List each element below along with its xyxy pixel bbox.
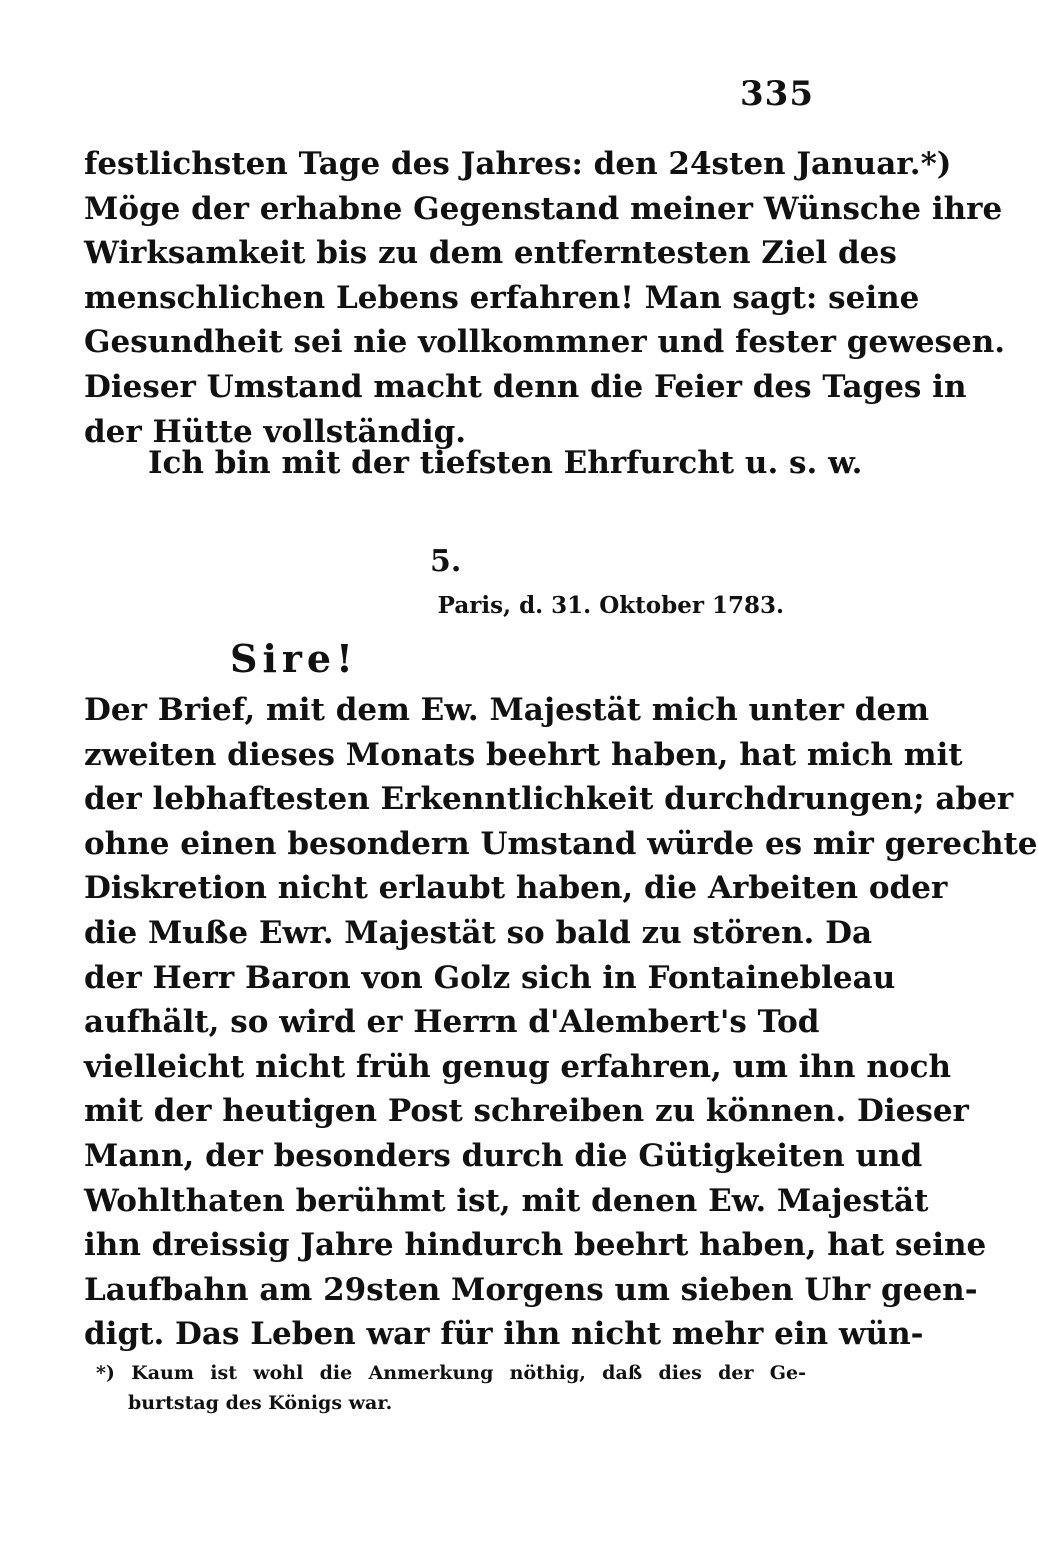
text-line: Wirksamkeit bis zu dem entferntesten Ziel des bbox=[84, 235, 897, 272]
text-line: der Hütte vollständig. bbox=[84, 413, 467, 450]
text-line: festlichsten Tage des Jahres: den 24sten Januar.*) bbox=[84, 146, 952, 182]
text-line: ohne einen besondern Umstand würde es mir gerechte bbox=[84, 825, 1038, 862]
text-line: Wohlthaten berühmt ist, mit denen Ew. Majestät bbox=[84, 1182, 929, 1219]
page-number: 335 bbox=[740, 74, 814, 114]
text-line: Diskretion nicht erlaubt haben, die Arbeiten oder bbox=[84, 870, 948, 907]
text-line: Mann, der besonders durch die Gütigkeiten und bbox=[84, 1137, 923, 1174]
text-line: Der Brief, mit dem Ew. Majestät mich unter dem bbox=[84, 692, 930, 728]
text-line: der Herr Baron von Golz sich in Fontainebleau bbox=[84, 959, 896, 996]
text-line: aufhält, so wird er Herrn d'Alembert's Tod bbox=[84, 1004, 820, 1041]
letter-number: 5. bbox=[430, 544, 462, 579]
text-line: digt. Das Leben war für ihn nicht mehr ein wün- bbox=[84, 1316, 924, 1353]
text-line: Laufbahn am 29sten Morgens um sieben Uhr geen- bbox=[84, 1271, 978, 1308]
footnote-line: burtstag des Königs war. bbox=[128, 1392, 393, 1414]
letter-body bbox=[84, 688, 1038, 1357]
continuation-paragraph bbox=[84, 142, 1006, 454]
text-line: Gesundheit sei nie vollkommner und fester gewesen. bbox=[84, 324, 1006, 361]
text-line: Möge der erhabne Gegenstand meiner Wünsche ihre bbox=[84, 190, 1003, 227]
text-line: Dieser Umstand macht denn die Feier des Tages in bbox=[84, 368, 967, 405]
footnote-line: *) Kaum ist wohl die Anmerkung nöthig, daß dies der Ge- bbox=[96, 1362, 806, 1384]
text-line: menschlichen Lebens erfahren! Man sagt: seine bbox=[84, 279, 920, 316]
text-line: der lebhaftesten Erkenntlichkeit durchdrungen; aber bbox=[84, 781, 1014, 818]
footnote bbox=[96, 1358, 806, 1418]
text-line: die Muße Ewr. Majestät so bald zu stören. Da bbox=[84, 914, 873, 951]
text-line: ihn dreissig Jahre hindurch beehrt haben, hat seine bbox=[84, 1227, 987, 1264]
letter-dateline: Paris, d. 31. Oktober 1783. bbox=[437, 592, 784, 619]
letter-salutation: Sire! bbox=[230, 636, 358, 681]
text-line: mit der heutigen Post schreiben zu können. Dieser bbox=[84, 1093, 969, 1130]
closing-formula: Ich bin mit der tiefsten Ehrfurcht u. s. w. bbox=[148, 445, 863, 481]
text-line: zweiten dieses Monats beehrt haben, hat mich mit bbox=[84, 736, 963, 773]
text-line: vielleicht nicht früh genug erfahren, um ihn noch bbox=[84, 1048, 952, 1085]
